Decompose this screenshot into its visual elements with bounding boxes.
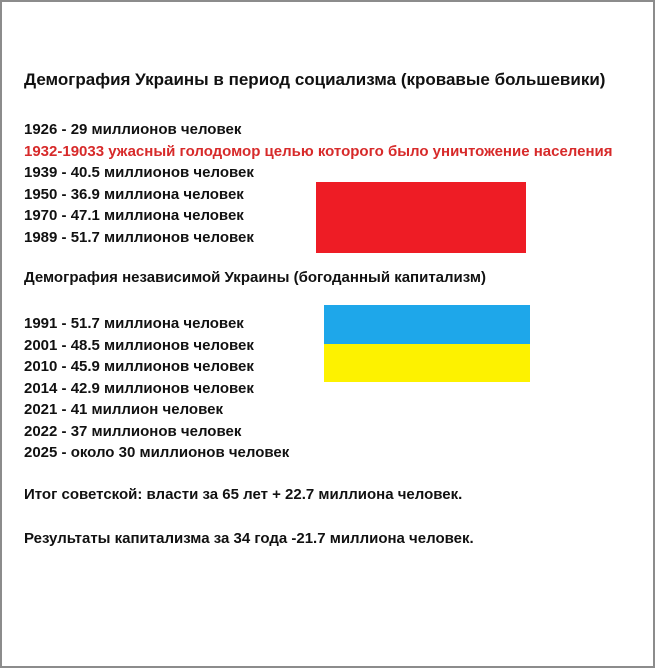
summary-capitalism: Результаты капитализма за 34 года -21.7 миллиона человек. <box>24 530 474 547</box>
soviet-line-1989: 1989 - 51.7 миллионов человек <box>24 228 254 246</box>
independent-line-2022: 2022 - 37 миллионов человек <box>24 422 242 440</box>
independent-line-2025: 2025 - около 30 миллионов человек <box>24 444 290 461</box>
red-flag <box>316 182 526 253</box>
independent-line-2001: 2001 - 48.5 миллионов человек <box>24 336 254 354</box>
soviet-line-holodomor: 1932-19033 ужасный голодомор целью которого было уничтожение населения <box>24 142 613 160</box>
ukraine-flag <box>324 305 530 382</box>
summary-soviet: Итог советской: власти за 65 лет + 22.7 миллиона человек. <box>24 486 463 503</box>
ukraine-flag-blue-stripe <box>324 305 530 344</box>
independent-title: Демография независимой Украины (богоданный капитализм) <box>24 269 486 286</box>
ukraine-flag-yellow-stripe <box>324 344 530 383</box>
independent-period-list <box>24 313 289 464</box>
independent-line-2021: 2021 - 41 миллион человек <box>24 401 223 418</box>
soviet-line-1950: 1950 - 36.9 миллиона человек <box>24 185 244 203</box>
independent-line-2010: 2010 - 45.9 миллионов человек <box>24 358 254 375</box>
document-title: Демография Украины в период социализма (кровавые большевики) <box>24 70 606 89</box>
soviet-line-1926: 1926 - 29 миллионов человек <box>24 121 242 138</box>
soviet-line-1970: 1970 - 47.1 миллиона человек <box>24 207 244 224</box>
independent-line-1991: 1991 - 51.7 миллиона человек <box>24 315 244 332</box>
soviet-line-1939: 1939 - 40.5 миллионов человек <box>24 164 254 181</box>
independent-line-2014: 2014 - 42.9 миллионов человек <box>24 379 254 397</box>
